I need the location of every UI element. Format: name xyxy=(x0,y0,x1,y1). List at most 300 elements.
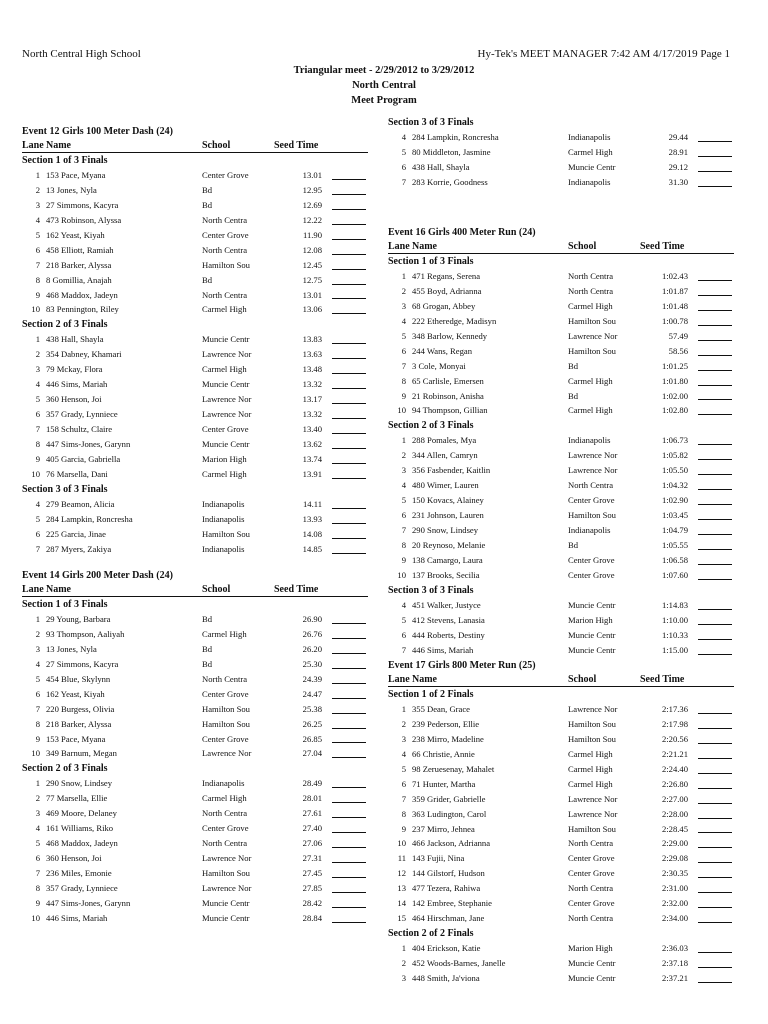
seed-time: 1:02.90 xyxy=(661,495,688,506)
lane-number: 2 xyxy=(35,184,40,195)
lane-number: 7 xyxy=(35,703,40,714)
school-name-cell: Hamilton Sou xyxy=(568,345,616,356)
entry-row xyxy=(22,672,368,687)
seed-time: 2:37.18 xyxy=(661,958,688,968)
section-heading: Section 2 of 3 Finals xyxy=(388,420,474,432)
result-blank-line xyxy=(332,433,366,434)
lane-number: 5 xyxy=(401,330,406,341)
lane-number: 6 xyxy=(35,244,40,255)
seed-time: 12.69 xyxy=(302,199,322,210)
seed-time: 2:30.35 xyxy=(661,868,688,879)
section-heading: Section 1 of 3 Finals xyxy=(388,256,474,267)
seed-time: 13.06 xyxy=(302,304,322,315)
athlete-name: 438 Hall, Shayla xyxy=(412,161,470,172)
athlete-name: 218 Barker, Alyssa xyxy=(46,259,112,270)
athlete-name: 20 Reynoso, Melanie xyxy=(412,539,486,550)
school-name-cell: Indianapolis xyxy=(202,543,245,554)
lane-number: 10 xyxy=(31,304,40,315)
athlete-name: 477 Tezera, Rahiwa xyxy=(412,883,481,894)
result-blank-line xyxy=(698,564,732,565)
column-header-row xyxy=(388,673,734,687)
entry-row xyxy=(388,896,734,911)
entry-row xyxy=(22,627,368,642)
entry-row xyxy=(22,687,368,702)
lane-number: 4 xyxy=(35,823,40,834)
entry-row xyxy=(388,284,734,299)
result-blank-line xyxy=(698,156,732,157)
lane-number: 4 xyxy=(401,748,406,759)
athlete-name: 66 Christie, Annie xyxy=(412,748,475,759)
result-blank-line xyxy=(698,504,732,505)
entry-row xyxy=(22,836,368,851)
lane-number: 5 xyxy=(35,838,40,849)
entry-row xyxy=(388,792,734,807)
school-name-cell: Center Grove xyxy=(202,229,249,240)
seed-time: 27.85 xyxy=(302,882,322,893)
result-blank-line xyxy=(698,907,732,908)
school-name-cell: Carmel High xyxy=(568,763,613,774)
seed-time: 57.49 xyxy=(668,330,688,341)
school-name-cell: Lawrence Nor xyxy=(568,704,618,714)
seed-time: 24.39 xyxy=(302,673,322,684)
entry-row xyxy=(388,777,734,792)
athlete-name: 94 Thompson, Gillian xyxy=(412,405,488,416)
entry-row xyxy=(22,198,368,213)
school-name-cell: Indianapolis xyxy=(568,435,611,446)
seed-time: 1:04.32 xyxy=(661,480,688,491)
seed-time: 27.04 xyxy=(302,748,322,759)
lane-number: 9 xyxy=(35,453,40,464)
result-blank-line xyxy=(332,668,366,669)
entry-row xyxy=(22,612,368,627)
result-blank-line xyxy=(698,877,732,878)
seed-time: 29.44 xyxy=(668,132,688,142)
entry-row xyxy=(22,407,368,422)
entry-row xyxy=(388,717,734,732)
seed-time: 1:05.50 xyxy=(661,465,688,476)
lane-number: 6 xyxy=(401,510,406,521)
athlete-name: 438 Hall, Shayla xyxy=(46,334,104,345)
result-blank-line xyxy=(698,639,732,640)
column-header-lane: Lane xyxy=(22,140,44,151)
school-name-cell: Hamilton Sou xyxy=(568,315,616,326)
result-blank-line xyxy=(332,343,366,344)
lane-number: 4 xyxy=(401,480,406,491)
seed-time: 27.31 xyxy=(302,853,322,864)
school-name-cell: Muncie Centr xyxy=(568,958,616,968)
athlete-name: 153 Pace, Myana xyxy=(46,170,106,180)
result-blank-line xyxy=(698,579,732,580)
lane-number: 4 xyxy=(401,599,406,610)
athlete-name: 3 Cole, Monyai xyxy=(412,360,466,371)
event-block xyxy=(388,115,734,190)
athlete-name: 158 Schultz, Claire xyxy=(46,424,113,434)
lane-number: 4 xyxy=(35,498,40,509)
lane-number: 8 xyxy=(35,274,40,285)
seed-time: 2:17.36 xyxy=(661,704,688,714)
seed-time: 13.62 xyxy=(302,438,322,449)
lane-number: 2 xyxy=(401,450,406,461)
result-blank-line xyxy=(332,922,366,923)
result-blank-line xyxy=(698,743,732,744)
athlete-name: 27 Simmons, Kacyra xyxy=(46,658,119,669)
athlete-name: 137 Brooks, Secilia xyxy=(412,569,480,580)
section-heading: Section 2 of 3 Finals xyxy=(22,763,108,775)
entry-row xyxy=(388,568,734,583)
entry-row xyxy=(388,433,734,448)
school-name-cell: Muncie Centr xyxy=(568,599,616,610)
athlete-name: 444 Roberts, Destiny xyxy=(412,629,485,640)
lane-number: 10 xyxy=(397,405,406,416)
entry-row xyxy=(22,422,368,437)
school-name-cell: Carmel High xyxy=(568,375,613,386)
seed-time: 1:05.55 xyxy=(661,539,688,550)
athlete-name: 354 Dabney, Khamari xyxy=(46,349,122,360)
result-blank-line xyxy=(698,818,732,819)
seed-time: 1:03.45 xyxy=(661,510,688,521)
athlete-name: 225 Garcia, Jinae xyxy=(46,528,106,539)
lane-number: 6 xyxy=(401,345,406,356)
result-blank-line xyxy=(698,385,732,386)
lane-number: 9 xyxy=(35,733,40,744)
doc-type: Meet Program xyxy=(351,95,417,106)
lane-number: 7 xyxy=(35,424,40,434)
school-name-cell: Marion High xyxy=(568,943,613,954)
entry-row xyxy=(22,746,368,761)
school-name-cell: Hamilton Sou xyxy=(202,868,250,878)
athlete-name: 446 Sims, Mariah xyxy=(46,912,108,923)
athlete-name: 405 Garcia, Gabriella xyxy=(46,453,121,464)
lane-number: 2 xyxy=(401,718,406,729)
seed-time: 2:28.45 xyxy=(661,823,688,834)
lane-number: 10 xyxy=(31,912,40,923)
athlete-name: 29 Young, Barbara xyxy=(46,614,111,624)
result-blank-line xyxy=(332,757,366,758)
athlete-name: 344 Allen, Camryn xyxy=(412,450,478,461)
column-header-row xyxy=(22,583,368,597)
school-name-cell: Indianapolis xyxy=(202,778,245,789)
athlete-name: 464 Hirschman, Jane xyxy=(412,913,485,924)
lane-number: 3 xyxy=(401,300,406,311)
result-blank-line xyxy=(332,877,366,878)
athlete-name: 471 Regans, Serena xyxy=(412,271,481,281)
seed-time: 58.56 xyxy=(668,345,688,356)
lane-number: 4 xyxy=(35,379,40,390)
seed-time: 1:06.73 xyxy=(661,435,688,446)
school-name-cell: North Centra xyxy=(202,838,248,849)
seed-time: 13.93 xyxy=(302,513,322,524)
lane-number: 7 xyxy=(401,793,406,804)
athlete-name: 357 Grady, Lynniece xyxy=(46,882,118,893)
entry-row xyxy=(388,160,734,175)
school-name-cell: Carmel High xyxy=(202,468,247,479)
school-name-cell: Hamilton Sou xyxy=(202,259,250,270)
athlete-name: 283 Korrie, Goodness xyxy=(412,176,488,187)
result-blank-line xyxy=(698,474,732,475)
result-blank-line xyxy=(332,313,366,314)
seed-time: 25.30 xyxy=(302,658,322,669)
result-blank-line xyxy=(698,728,732,729)
school-name-cell: North Centra xyxy=(202,244,248,255)
entry-row xyxy=(22,392,368,407)
entry-row xyxy=(388,344,734,359)
school-name-cell: Lawrence Nor xyxy=(568,465,618,476)
school-name-cell: Center Grove xyxy=(202,424,249,434)
lane-number: 3 xyxy=(401,733,406,744)
athlete-name: 447 Sims-Jones, Garynn xyxy=(46,897,131,908)
entry-row xyxy=(388,130,734,145)
entry-row xyxy=(22,851,368,866)
lane-number: 10 xyxy=(397,838,406,849)
school-name-cell: North Centra xyxy=(568,913,614,924)
entry-row xyxy=(22,791,368,806)
entry-row xyxy=(388,175,734,190)
entry-row xyxy=(22,362,368,377)
seed-time: 29.12 xyxy=(668,161,688,172)
lane-number: 11 xyxy=(397,853,406,864)
athlete-name: 360 Henson, Joi xyxy=(46,853,102,864)
lane-number: 3 xyxy=(35,643,40,654)
athlete-name: 162 Yeast, Kiyah xyxy=(46,229,105,240)
athlete-name: 446 Sims, Mariah xyxy=(412,644,474,655)
seed-time: 13.01 xyxy=(302,289,322,300)
athlete-name: 451 Walker, Justyce xyxy=(412,599,481,610)
column-header-lane: Lane xyxy=(388,674,410,685)
lane-number: 1 xyxy=(35,334,40,345)
lane-number: 4 xyxy=(35,658,40,669)
athlete-name: 360 Henson, Joi xyxy=(46,394,102,405)
result-blank-line xyxy=(698,982,732,983)
entry-row xyxy=(388,553,734,568)
lane-number: 7 xyxy=(401,176,406,187)
result-blank-line xyxy=(332,254,366,255)
school-name-cell: Hamilton Sou xyxy=(568,733,616,744)
seed-time: 24.47 xyxy=(302,688,322,699)
seed-time: 12.45 xyxy=(302,259,322,270)
seed-time: 1:04.79 xyxy=(661,525,688,535)
entry-row xyxy=(22,497,368,512)
result-blank-line xyxy=(332,683,366,684)
entry-row xyxy=(388,598,734,613)
result-blank-line xyxy=(698,459,732,460)
athlete-name: 77 Marsella, Ellie xyxy=(46,793,108,804)
seed-time: 28.91 xyxy=(668,146,688,157)
athlete-name: 142 Embree, Stephanie xyxy=(412,898,492,909)
result-blank-line xyxy=(698,549,732,550)
athlete-name: 71 Hunter, Martha xyxy=(412,778,476,789)
seed-time: 13.48 xyxy=(302,364,322,375)
result-blank-line xyxy=(332,209,366,210)
result-blank-line xyxy=(332,478,366,479)
athlete-name: 404 Erickson, Katie xyxy=(412,943,481,954)
lane-number: 8 xyxy=(401,808,406,819)
seed-time: 28.01 xyxy=(302,793,322,804)
result-blank-line xyxy=(698,713,732,714)
seed-time: 26.85 xyxy=(302,733,322,744)
column-header-school: School xyxy=(568,241,597,252)
seed-time: 2:29.08 xyxy=(661,853,688,864)
result-blank-line xyxy=(698,803,732,804)
seed-time: 2:29.00 xyxy=(661,838,688,849)
result-blank-line xyxy=(332,284,366,285)
school-name-cell: Center Grove xyxy=(568,569,615,580)
school-name-cell: Bd xyxy=(202,614,213,624)
entry-row xyxy=(388,628,734,643)
entry-row xyxy=(22,377,368,392)
result-blank-line xyxy=(332,373,366,374)
school-name-cell: North Centra xyxy=(568,271,614,281)
entry-row xyxy=(388,359,734,374)
column-header-seed-time: Seed Time xyxy=(640,674,685,685)
lane-number: 10 xyxy=(31,748,40,759)
lane-number: 6 xyxy=(35,528,40,539)
result-blank-line xyxy=(698,489,732,490)
athlete-name: 21 Robinson, Anisha xyxy=(412,390,484,401)
athlete-name: 455 Boyd, Adrianna xyxy=(412,285,482,296)
school-name-cell: Muncie Centr xyxy=(568,629,616,640)
result-blank-line xyxy=(332,802,366,803)
result-blank-line xyxy=(332,553,366,554)
athlete-name: 239 Pederson, Ellie xyxy=(412,718,480,729)
seed-time: 27.40 xyxy=(302,823,322,834)
result-blank-line xyxy=(332,239,366,240)
result-blank-line xyxy=(332,269,366,270)
school-name-cell: Carmel High xyxy=(202,628,247,639)
seed-time: 2:17.98 xyxy=(661,718,688,729)
entry-row xyxy=(388,613,734,628)
result-blank-line xyxy=(698,967,732,968)
school-name-cell: Muncie Centr xyxy=(202,379,250,390)
athlete-name: 284 Lampkin, Roncresha xyxy=(46,513,133,524)
entry-row xyxy=(22,302,368,317)
school-name-cell: Hamilton Sou xyxy=(202,528,250,539)
seed-time: 11.90 xyxy=(302,229,322,240)
lane-number: 8 xyxy=(401,539,406,550)
seed-time: 1:05.82 xyxy=(661,450,688,461)
athlete-name: 27 Simmons, Kacyra xyxy=(46,199,119,210)
result-blank-line xyxy=(332,728,366,729)
school-name-cell: Indianapolis xyxy=(568,525,611,535)
result-blank-line xyxy=(332,523,366,524)
athlete-name: 144 Gilstorf, Hudson xyxy=(412,868,485,879)
column-header-name: Name xyxy=(46,140,71,151)
lane-number: 5 xyxy=(35,673,40,684)
result-blank-line xyxy=(698,773,732,774)
school-name-cell: Center Grove xyxy=(202,733,249,744)
seed-time: 1:01.87 xyxy=(661,285,688,296)
athlete-name: 287 Myers, Zakiya xyxy=(46,543,112,554)
school-name-cell: North Centra xyxy=(202,289,248,300)
seed-time: 2:27.00 xyxy=(661,793,688,804)
lane-number: 10 xyxy=(397,569,406,580)
entry-row xyxy=(22,911,368,926)
seed-time: 1:10.33 xyxy=(661,629,688,640)
entry-row xyxy=(22,168,368,183)
result-blank-line xyxy=(698,609,732,610)
lane-number: 1 xyxy=(401,943,406,954)
column-header-seed-time: Seed Time xyxy=(274,584,319,595)
seed-time: 2:34.00 xyxy=(661,913,688,924)
result-blank-line xyxy=(332,713,366,714)
result-blank-line xyxy=(698,624,732,625)
athlete-name: 143 Fujii, Nina xyxy=(412,853,465,864)
seed-time: 27.45 xyxy=(302,868,322,878)
athlete-name: 161 Williams, Riko xyxy=(46,823,114,834)
athlete-name: 452 Woods-Barnes, Janelle xyxy=(412,958,506,968)
section-heading: Section 2 of 3 Finals xyxy=(22,319,108,331)
entry-row xyxy=(388,145,734,160)
column-header-school: School xyxy=(202,584,231,595)
school-name-cell: Muncie Centr xyxy=(568,972,616,983)
lane-number: 6 xyxy=(35,853,40,864)
athlete-name: 236 Miles, Emonie xyxy=(46,868,112,878)
entry-row xyxy=(388,478,734,493)
athlete-name: 458 Elliott, Ramiah xyxy=(46,244,114,255)
athlete-name: 244 Wans, Regan xyxy=(412,345,473,356)
school-name: North Central High School xyxy=(22,48,141,60)
lane-number: 4 xyxy=(401,315,406,326)
entry-row xyxy=(22,288,368,303)
athlete-name: 220 Burgess, Olivia xyxy=(46,703,115,714)
entry-row xyxy=(388,836,734,851)
entry-row xyxy=(22,881,368,896)
entry-row xyxy=(388,866,734,881)
school-name-cell: Indianapolis xyxy=(568,132,611,142)
column-header-seed-time: Seed Time xyxy=(640,241,685,252)
school-name-cell: Center Grove xyxy=(568,554,615,565)
entry-row xyxy=(22,258,368,273)
result-blank-line xyxy=(332,638,366,639)
entry-row xyxy=(22,243,368,258)
entry-row xyxy=(388,822,734,837)
athlete-name: 359 Grider, Gabrielle xyxy=(412,793,486,804)
seed-time: 13.74 xyxy=(302,453,322,464)
athlete-name: 355 Dean, Grace xyxy=(412,704,470,714)
host-name: North Central xyxy=(352,80,416,91)
result-blank-line xyxy=(698,325,732,326)
school-name-cell: Hamilton Sou xyxy=(568,718,616,729)
athlete-name: 349 Barnum, Megan xyxy=(46,748,117,759)
lane-number: 5 xyxy=(401,495,406,506)
result-blank-line xyxy=(698,758,732,759)
school-name-cell: Muncie Centr xyxy=(202,438,250,449)
athlete-name: 412 Stevens, Lanasia xyxy=(412,614,485,625)
result-blank-line xyxy=(332,862,366,863)
lane-number: 5 xyxy=(401,614,406,625)
school-name-cell: Center Grove xyxy=(202,823,249,834)
event-title: Event 12 Girls 100 Meter Dash (24) xyxy=(22,126,173,137)
lane-number: 2 xyxy=(35,628,40,639)
lane-number: 9 xyxy=(401,823,406,834)
entry-row xyxy=(22,332,368,347)
entry-row xyxy=(388,807,734,822)
section-heading: Section 2 of 2 Finals xyxy=(388,928,474,940)
lane-number: 8 xyxy=(35,882,40,893)
seed-time: 27.06 xyxy=(302,838,322,849)
entry-row xyxy=(22,657,368,672)
software-stamp: Hy-Tek's MEET MANAGER 7:42 AM 4/17/2019 Page 1 xyxy=(477,48,730,60)
school-name-cell: Carmel High xyxy=(202,364,247,375)
school-name-cell: Lawrence Nor xyxy=(202,409,252,420)
result-blank-line xyxy=(332,358,366,359)
lane-number: 14 xyxy=(397,898,406,909)
result-blank-line xyxy=(698,519,732,520)
seed-time: 13.17 xyxy=(302,394,322,405)
result-blank-line xyxy=(698,295,732,296)
entry-row xyxy=(22,347,368,362)
entry-row xyxy=(22,183,368,198)
entry-row xyxy=(22,452,368,467)
